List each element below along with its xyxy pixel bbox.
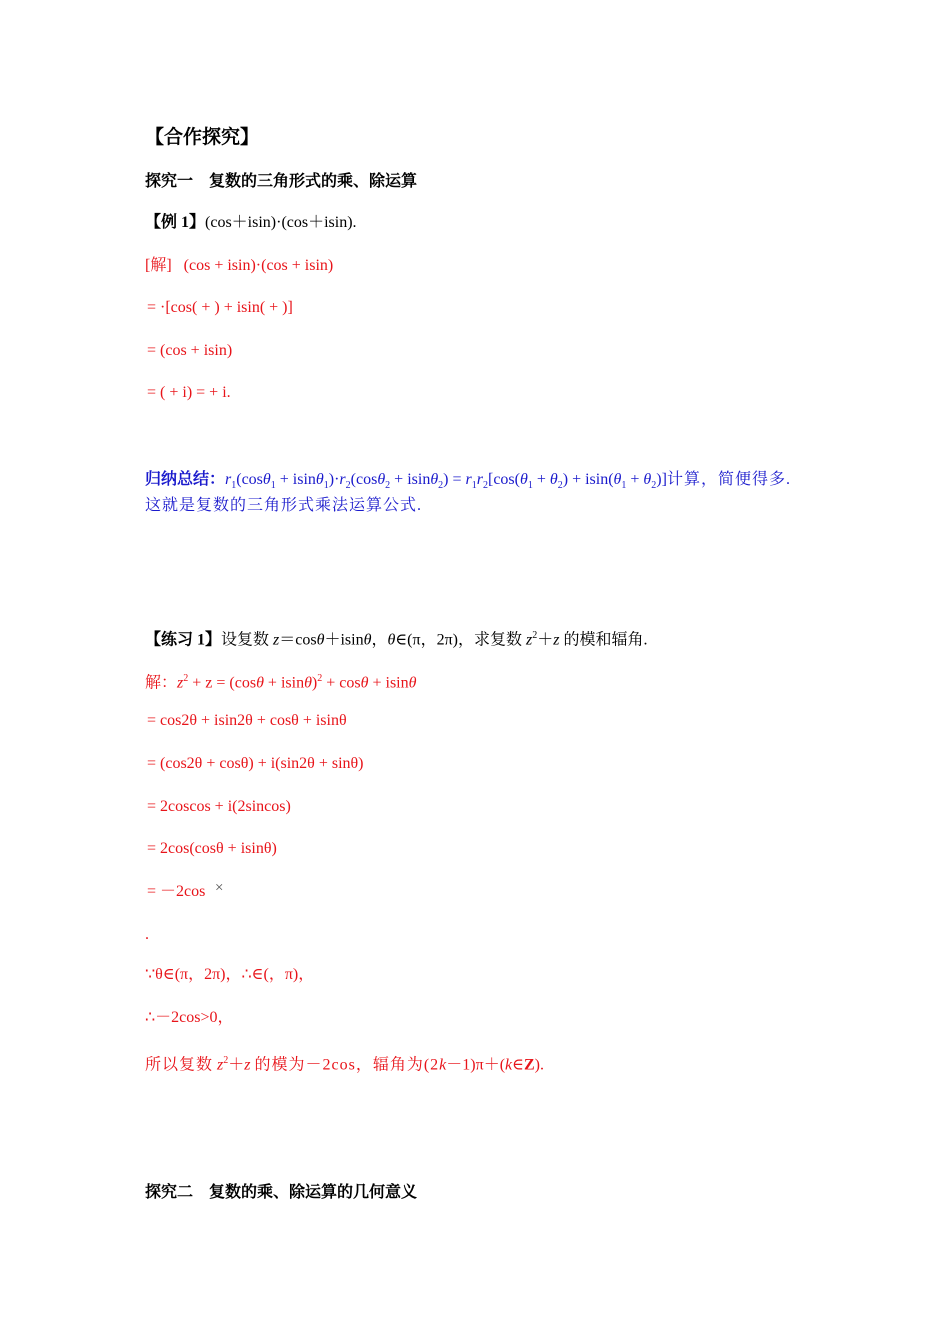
solution2-line0: 解：$z^2 + z = (\cos\theta + isin\theta)^2 + \cos\theta + isin\theta$ — [145, 673, 417, 692]
solution1-line0 — [145, 256, 333, 276]
solution2-label: 解： — [145, 674, 178, 692]
exercise1: 【练习 1】设复数 z＝cosθ＋isinθ，θ∈(π，2π)，求复数 $z^2+z$ 的模和辐角. — [145, 630, 648, 649]
summary-line1: 归纳总结：$r_1(\cos\theta_1 + isin\theta_1)\cdot r_2(\cos\theta_2 + isin\theta_2) = r_1r_2[\cos(\theta_1 + \theta_2) + isin(\theta_1 + \theta_2)]$计算，简便得多. — [145, 471, 791, 492]
solution2-line2: = (cos2θ + cosθ) + i(sin2θ + sinθ) — [147, 755, 364, 772]
summary-label: 归纳总结： — [145, 471, 226, 488]
exercise1-ask: 求复数 — [474, 631, 523, 649]
summary-line2: 这就是复数的三角形式乘法运算公式. — [145, 497, 423, 514]
conclusion-d: ∈ — [512, 1056, 524, 1074]
explore2-title: 探究二 复数的乘、除运算的几何意义 — [145, 1184, 418, 1201]
solution1-line3: = ( + i) = + i. — [147, 384, 231, 401]
example1 — [145, 213, 357, 233]
explore1-title: 探究一 复数的三角形式的乘、除运算 — [145, 173, 418, 190]
summary-formula-tail: 计算，简便得多. — [666, 471, 791, 488]
exercise1-intro: 设复数 — [221, 631, 270, 649]
solution2-line6: ∵θ∈(π，2π)，∴∈(，π)， — [145, 966, 315, 983]
example1-label: 【例 1】 — [145, 214, 206, 231]
exercise1-end: 的模和辐角. — [563, 631, 648, 649]
conclusion-c: －1)π＋( — [446, 1056, 506, 1074]
exercise1-label: 【练习 1】 — [145, 631, 222, 649]
conclusion-b: 的模为－2cos，辐角为(2 — [254, 1056, 440, 1074]
solution2-line7: ∴－2cos>0， — [145, 1009, 234, 1026]
solution1-label: [解] — [145, 257, 172, 274]
solution2-line5: = －2cos — [147, 883, 206, 900]
conclusion-a: 所以复数 — [145, 1056, 214, 1074]
solution2-line8: 所以复数 $z^2+z$ 的模为－2cos，辐角为(2k－1)π＋(k∈Z). — [145, 1055, 544, 1074]
section-title: 【合作探究】 — [145, 127, 260, 148]
cross-mark-icon: × — [215, 880, 224, 896]
solution1-line1: = ·[cos( + ) + isin( + )] — [147, 299, 293, 316]
solution2-line1: = cos2θ + isin2θ + cosθ + isinθ — [147, 712, 347, 729]
solution1-expr: (cos + isin)·(cos + isin) — [183, 257, 334, 274]
solution1-line2: = (cos + isin) — [147, 342, 233, 359]
solution2-dot: . — [145, 926, 149, 943]
conclusion-e: ). — [534, 1056, 544, 1074]
example1-problem: (cos＋isin)·(cos＋isin). — [205, 214, 357, 231]
solution2-line3: = 2coscos + i(2sincos) — [147, 798, 291, 815]
solution2-line4: = 2cos(cosθ + isinθ) — [147, 840, 277, 857]
